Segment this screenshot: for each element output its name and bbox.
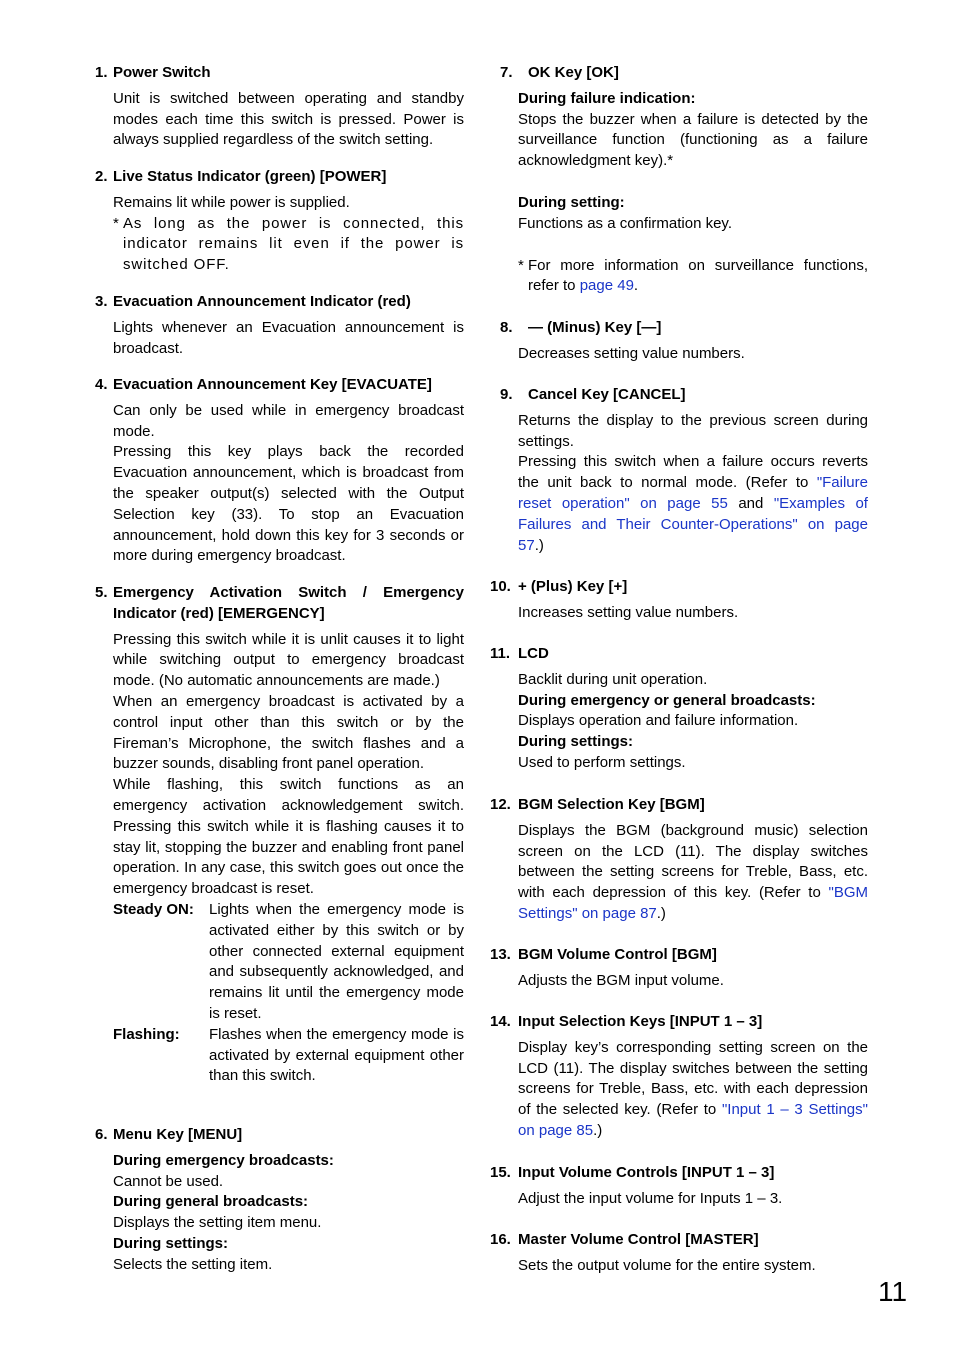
- footnote: * As long as the power is connected, this indicator remains lit even if the power is switched OFF.: [113, 214, 464, 274]
- section-text: Unit is switched between operating and standby modes each time this switch is pressed. Power is always supplied regardless of the switch setting.: [113, 89, 464, 149]
- failures-examples-link[interactable]: "Examples of Failures and Their Counter-Operations" on page 57: [518, 494, 868, 554]
- page-number: 11: [878, 1276, 908, 1307]
- section-title: OK Key [OK]: [528, 64, 619, 81]
- bgm-settings-link[interactable]: "BGM Settings" on page 87: [518, 884, 868, 922]
- flashing-row: Flashing: Flashes when the emergency mode is activated by external equipment other than this switch.: [113, 1025, 464, 1085]
- section-title: Input Volume Controls [INPUT 1 – 3]: [518, 1164, 775, 1181]
- section-title: + (Plus) Key [+]: [518, 578, 628, 595]
- failure-reset-link[interactable]: "Failure reset operation" on page 55: [518, 474, 868, 512]
- section-title: Menu Key [MENU]: [113, 1126, 243, 1143]
- section-title: BGM Selection Key [BGM]: [518, 796, 705, 813]
- section-title: — (Minus) Key [—]: [528, 319, 662, 336]
- section-lcd: 11. LCD Backlit during unit operation. During emergency or general broadcasts: Displays operation and failure information. During settings: Used to perform settings.: [490, 645, 816, 771]
- steady-on-row: Steady ON: Lights when the emergency mode is activated either by this switch or by other connected external equipment and subsequently acknowledged, and remains lit until the emergency mode is reset.: [113, 900, 464, 1022]
- section-title: Master Volume Control [MASTER]: [518, 1231, 759, 1248]
- section-bgm-volume: 13. BGM Volume Control [BGM] Adjusts the BGM input volume.: [490, 946, 724, 989]
- section-title: Cancel Key [CANCEL]: [528, 386, 686, 403]
- section-text: Remains lit while power is supplied.: [113, 193, 350, 211]
- section-menu-key: 6. Menu Key [MENU] During emergency broadcasts: Cannot be used. During general broadcasts: Displays the setting item menu. During settings: Selects the setting item.: [95, 1126, 334, 1273]
- section-live-status-indicator: 2. Live Status Indicator (green) [POWER] Remains lit while power is supplied. * As long as the power is connected, this indicator remains lit even if the power is switched OFF.: [95, 167, 464, 276]
- section-cancel-key: 9. Cancel Key [CANCEL] Returns the display to the previous screen during settings. Pressing this switch when a failure occurs reverts the unit back to normal mode. (Refer to "Failure reset operation" on page 55 and "Examples of Failures and Their Counter-Operations" on page 57.): [500, 386, 868, 554]
- section-text: Lights whenever an Evacuation announcement is broadcast.: [113, 318, 464, 357]
- section-minus-key: 8. — (Minus) Key [—] Decreases setting value numbers.: [500, 319, 745, 362]
- page-link[interactable]: page 49: [579, 277, 634, 295]
- section-title: Evacuation Announcement Key [EVACUATE]: [113, 376, 432, 393]
- input-settings-link[interactable]: "Input 1 – 3 Settings" on page 85: [518, 1101, 868, 1139]
- section-title: LCD: [518, 645, 549, 662]
- section-title: Emergency Activation Switch / Emergency Indicator (red) [EMERGENCY]: [113, 584, 464, 622]
- section-master-volume: 16. Master Volume Control [MASTER] Sets the output volume for the entire system.: [490, 1231, 816, 1274]
- section-bgm-selection-key: 12. BGM Selection Key [BGM] Displays the BGM (background music) selection screen on the LCD (11). The display switches between the setting screens for Treble, Bass, etc. with each depression of this key. (Refer to "BGM Settings" on page 87.): [490, 796, 868, 922]
- section-evacuation-indicator: 3. Evacuation Announcement Indicator (red) Lights whenever an Evacuation announcement is broadcast.: [95, 292, 464, 359]
- section-title: Evacuation Announcement Indicator (red): [113, 293, 411, 310]
- footnote: * For more information on surveillance functions, refer to page 49.: [518, 256, 868, 295]
- section-title: Live Status Indicator (green) [POWER]: [113, 168, 387, 185]
- section-evacuation-key: 4. Evacuation Announcement Key [EVACUATE] Can only be used while in emergency broadcast mode. Pressing this key plays back the recorded Evacuation announcement, which is broadcast from the speaker output(s) selected with the Output Selection key (33). To stop an Evacuation announcement, hold down this key for 3 seconds or more during emergency broadcast.: [95, 376, 464, 565]
- section-title: Power Switch: [113, 64, 211, 81]
- section-input-volume: 15. Input Volume Controls [INPUT 1 – 3] Adjust the input volume for Inputs 1 – 3.: [490, 1164, 783, 1207]
- section-power-switch: 1. Power Switch Unit is switched between operating and standby modes each time this switch is pressed. Power is always supplied regardless of the switch setting.: [95, 63, 464, 151]
- section-emergency-switch: 5. Emergency Activation Switch / Emergency Indicator (red) [EMERGENCY] Pressing this switch while it is unlit causes it to light while switching output to emergency broadcast mode. (No automatic announcements are made.) When an emergency broadcast is activated by a control input other than this switch or by the Fireman’s Microphone, the switch flashes and a buzzer sounds, disabling front panel operation. While flashing, this switch functions as an emergency activation acknowledgement switch. Pressing this switch while it is flashing causes it to stay lit, stopping the buzzer and enabling front panel operation. In any case, this switch goes out once the emergency broadcast is reset. Steady ON: Lights when the emergency mode is activated either by this switch or by other connected external equipment and subsequently acknowledged, and remains lit until the emergency mode is reset. Flashing: Flashes when the emergency mode is activated by external equipment other than this switch.: [95, 583, 464, 1087]
- section-input-selection-keys: 14. Input Selection Keys [INPUT 1 – 3] Display key’s corresponding setting screen on the LCD (11). The display switches between the setting screens for Treble, Bass, etc. with each depression of the selected key. (Refer to "Input 1 – 3 Settings" on page 85.): [490, 1013, 868, 1139]
- section-plus-key: 10. + (Plus) Key [+] Increases setting value numbers.: [490, 578, 739, 621]
- section-ok-key: 7. OK Key [OK] During failure indication: Stops the buzzer when a failure is detected by the surveillance function (functioning as a failure acknowledgment key).* During setting: Functions as a confirmation key. * For more information on surveillance functions, refer to page 49.: [490, 63, 868, 297]
- section-title: BGM Volume Control [BGM]: [518, 946, 717, 963]
- section-title: Input Selection Keys [INPUT 1 – 3]: [518, 1013, 763, 1030]
